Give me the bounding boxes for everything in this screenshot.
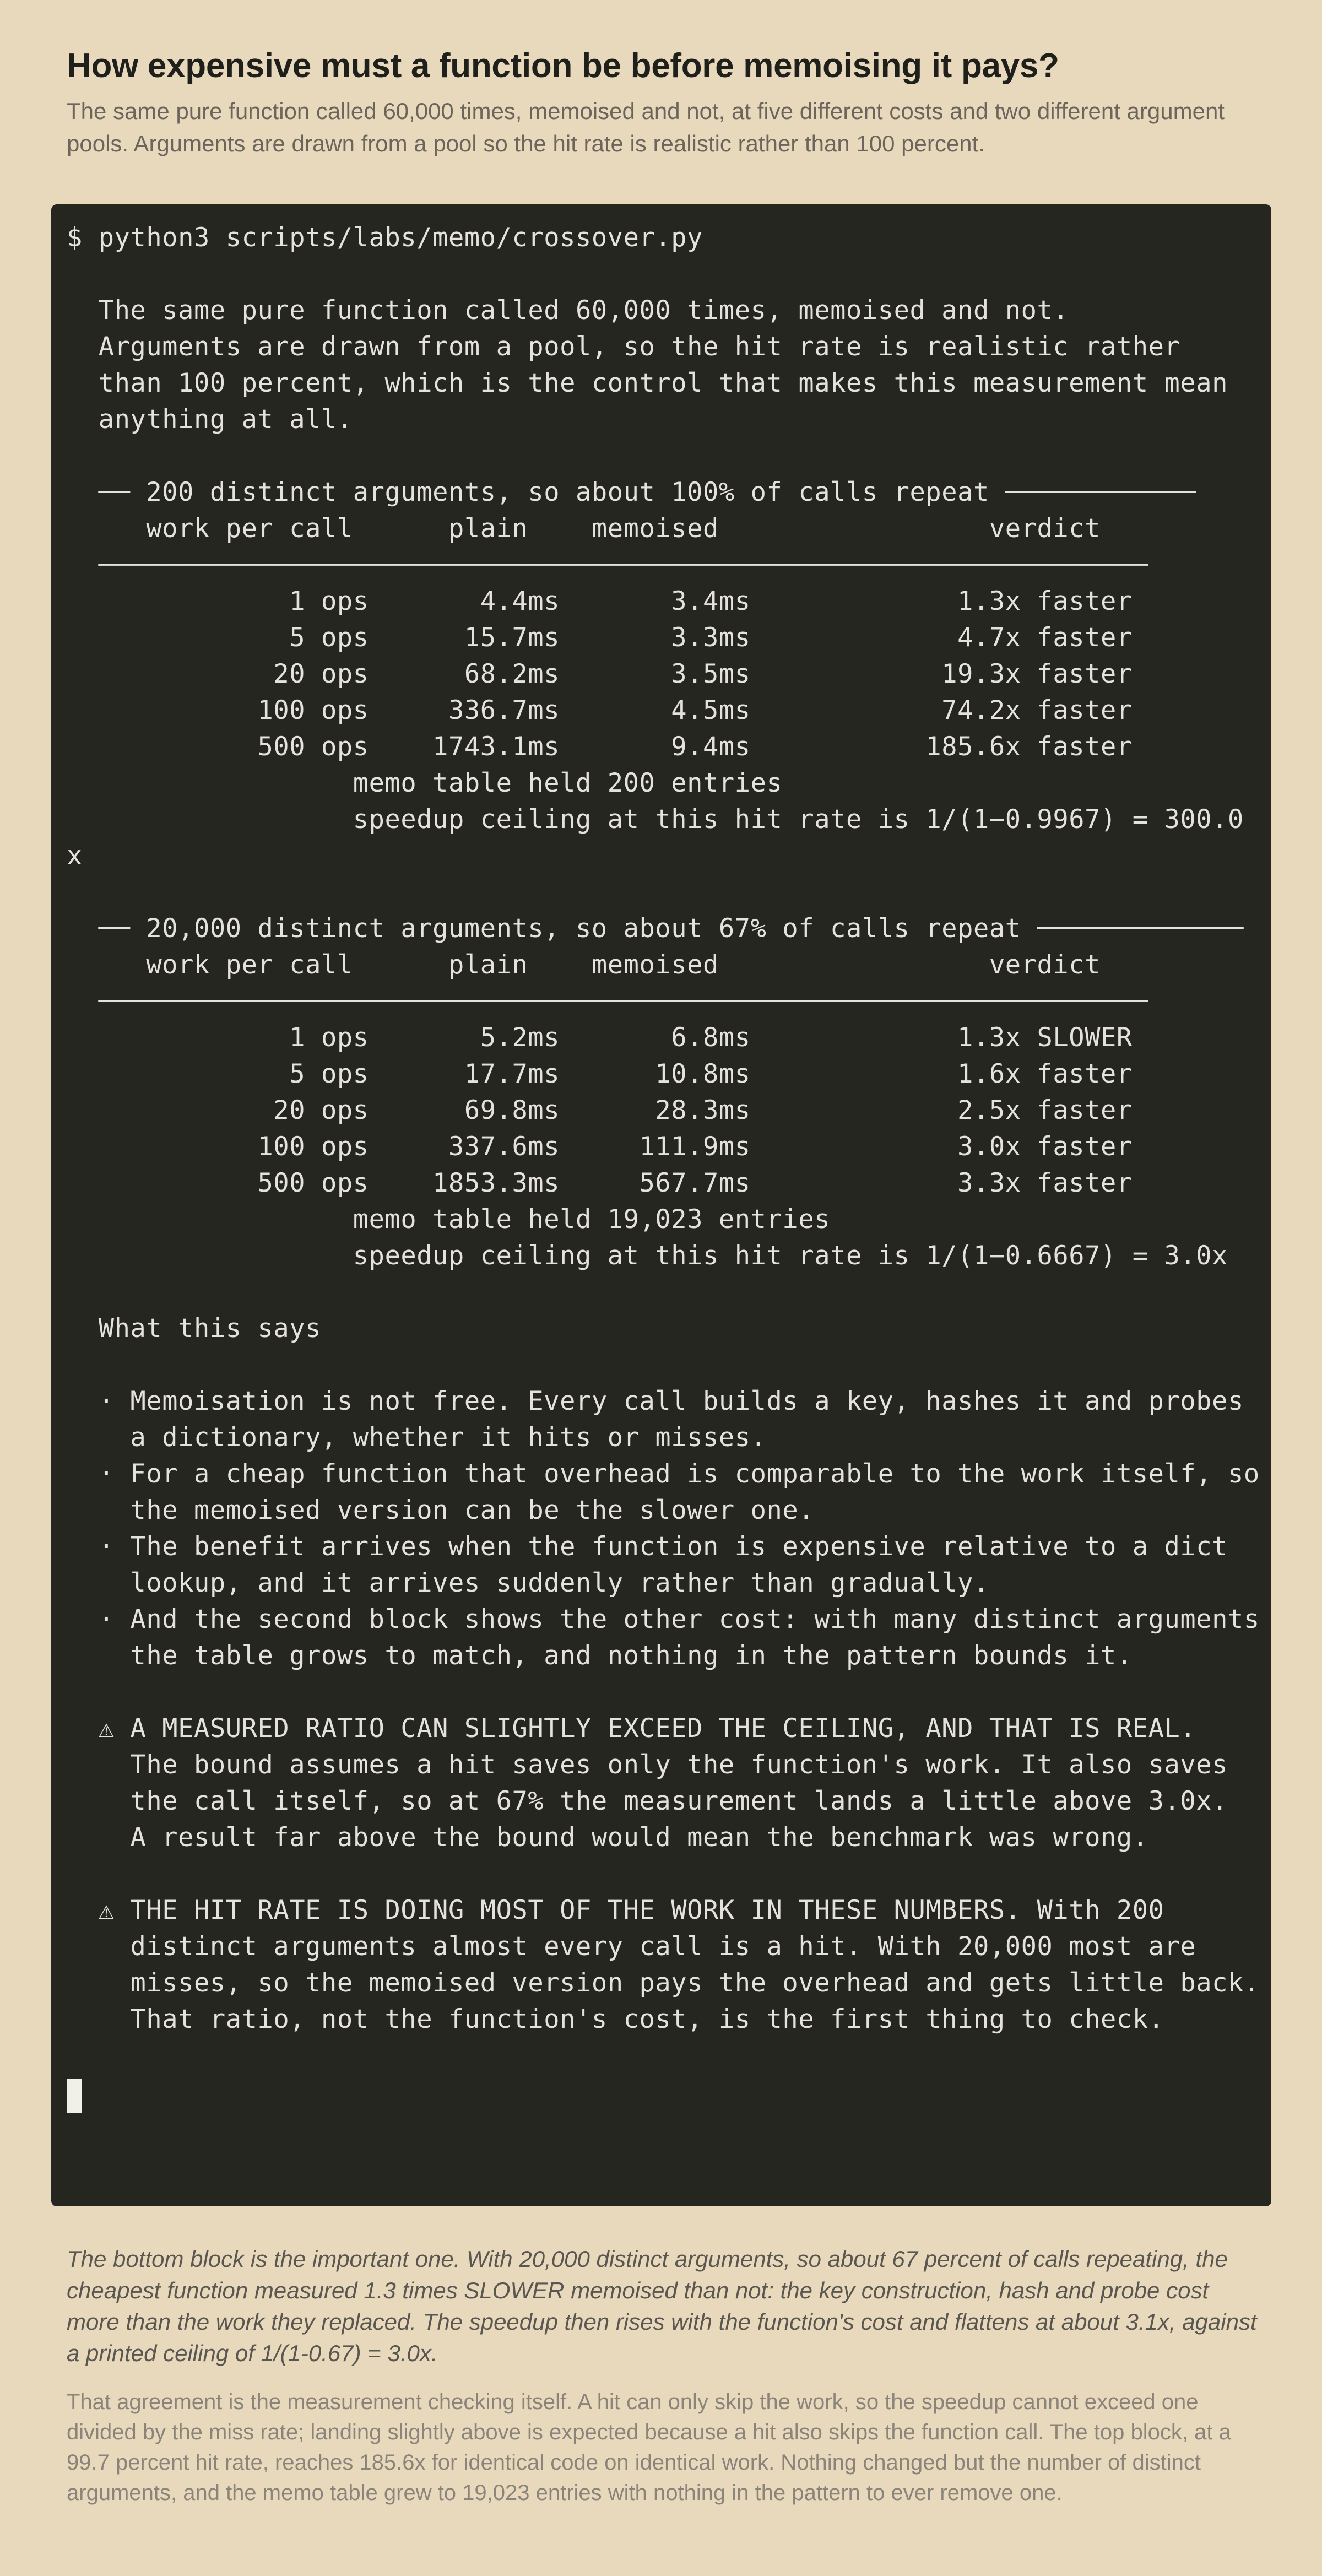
footer-note: That agreement is the measurement checking itself. A hit can only skip the work, so the speedup cannot exceed one divided by the miss rate; landing slightly above is expected because a hit also skips the function call. The top block, at a 99.7 percent hit rate, reaches 185.6x for identical code on identical work. Nothing changed but the number of distinct arguments, and the memo table grew to 19,023 entries with nothing in the pattern to ever remove one.	[67, 2390, 1231, 2505]
page-title: How expensive must a function be before memoising it pays?	[67, 47, 1059, 85]
terminal-output: $ python3 scripts/labs/memo/crossover.py The same pure function called 60,000 times, memoised and not. Arguments are drawn from a pool, so the hit rate is realistic rather than 100 percent, which is the control that makes this measurement mean anything at all. ── 200 distinct arguments, so about 100% of calls repeat ──────────── work per call plain memoised verdict ────────────────────────────────────────────────────────────────── 1 ops 4.4ms 3.4ms 1.3x faster 5 ops 15.7ms 3.3ms 4.7x faster 20 ops 68.2ms 3.5ms 19.3x faster 100 ops 336.7ms 4.5ms 74.2x faster 500 ops 1743.1ms 9.4ms 185.6x faster memo table held 200 entries speedup ceiling at this hit rate is 1/(1−0.9967) = 300.0 x ── 20,000 distinct arguments, so about 67% of calls repeat ───────────── work per call plain memoised verdict ────────────────────────────────────────────────────────────────── 1 ops 5.2ms 6.8ms 1.3x SLOWER 5 ops 17.7ms 10.8ms 1.6x faster 20 ops 69.8ms 28.3ms 2.5x faster 100 ops 337.6ms 111.9ms 3.0x faster 500 ops 1853.3ms 567.7ms 3.3x faster memo table held 19,023 entries speedup ceiling at this hit rate is 1/(1−0.6667) = 3.0x What this says · Memoisation is not free. Every call builds a key, hashes it and probes a dictionary, whether it hits or misses. · For a cheap function that overhead is comparable to the work itself, so the memoised version can be the slower one. · The benefit arrives when the function is expensive relative to a dict lookup, and it arrives suddenly rather than gradually. · And the second block shows the other cost: with many distinct arguments the table grows to match, and nothing in the pattern bounds it. ⚠ A MEASURED RATIO CAN SLIGHTLY EXCEED THE CEILING, AND THAT IS REAL. The bound assumes a hit saves only the function's work. It also saves the call itself, so at 67% the measurement lands a little above 3.0x. A result far above the bound would mean the benchmark was wrong. ⚠ THE HIT RATE IS DOING MOST OF THE WORK IN THESE NUMBERS. With 200 distinct arguments almost every call is a hit. With 20,000 most are misses, so the memoised version pays the overhead and gets little back. That ratio, not the function's cost, is the first thing to check.	[67, 223, 1260, 2034]
terminal-window[interactable]	[51, 204, 1271, 2206]
terminal-cursor	[67, 2079, 82, 2113]
page-subtitle: The same pure function called 60,000 times, memoised and not, at five different costs and two different argument pools. Arguments are drawn from a pool so the hit rate is realistic rather than 100 percent.	[67, 98, 1225, 156]
footer-emphasis: The bottom block is the important one. With 20,000 distinct arguments, so about 67 percent of calls repeating, the cheapest function measured 1.3 times SLOWER memoised than not: the key construction, hash and probe cost more than the work they replaced. The speedup then rises with the function's cost and flattens at about 3.1x, against a printed ceiling of 1/(1-0.67) = 3.0x.	[67, 2246, 1257, 2366]
